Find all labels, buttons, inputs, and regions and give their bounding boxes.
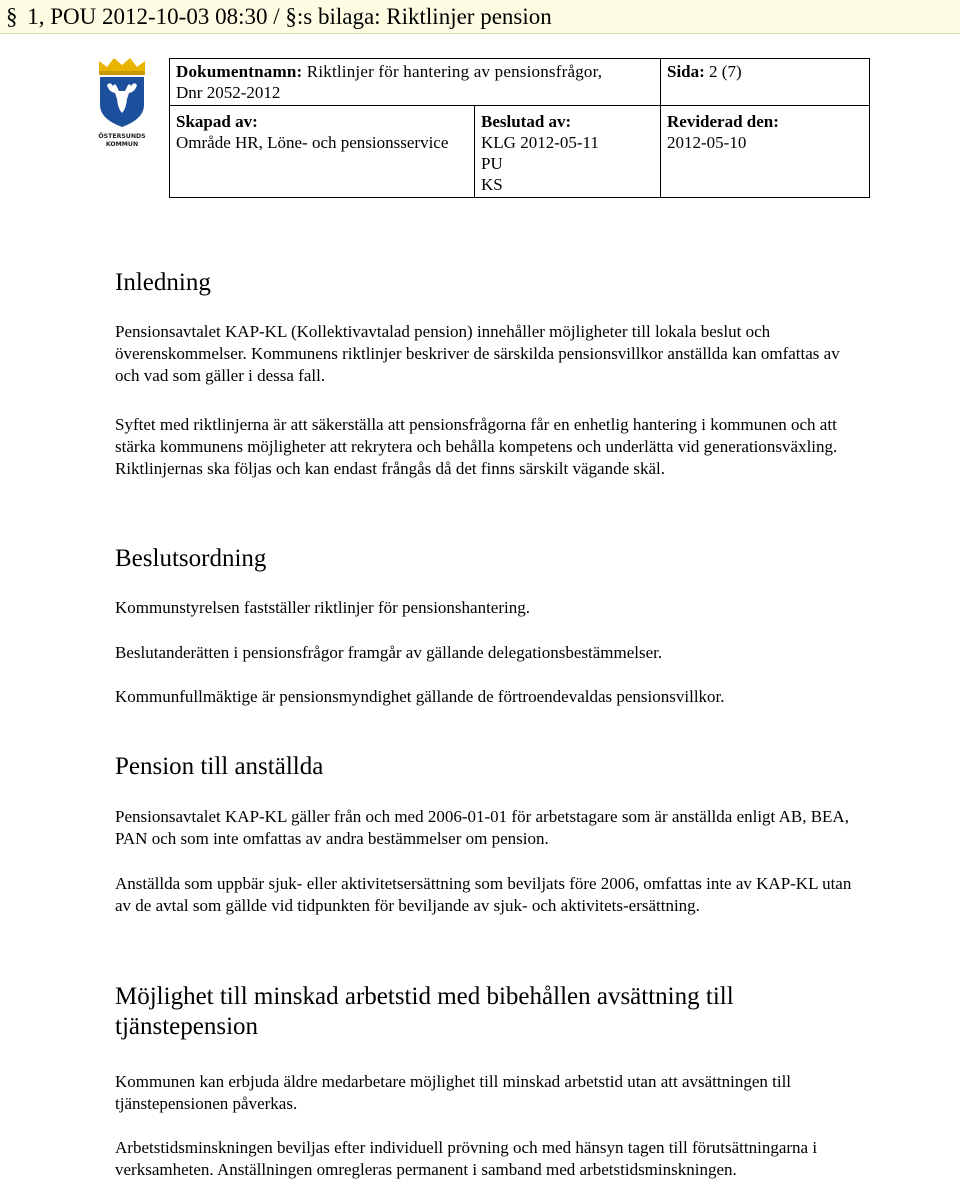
minskad-arbetstid-paragraph-2: Arbetstidsminskningen beviljas efter individuell prövning och med hänsyn tagen till förutsättningarna i verksamheten. Anställningen omregleras permanent i samband med arbetstidsminskningen. <box>115 1138 818 1179</box>
decided-by-value-1: KLG 2012-05-11 <box>481 133 599 152</box>
inledning-paragraph-2: Syftet med riktlinjerna är att säkerställa att pensionsfrågorna får en enhetlig hantering i kommunen och att stärka kommunens möjligheter att rekrytera och behålla kompetens och underlätta vid generationsväxling. Riktlinjernas ska följas och kan endast frångås då det finns särskilt vägande skäl. <box>115 415 838 478</box>
heading-minskad-arbetstid: Möjlighet till minskad arbetstid med bibehållen avsättning till tjänstepension <box>115 983 734 1040</box>
heading-beslutsordning: Beslutsordning <box>115 545 267 572</box>
created-by-value: Område HR, Löne- och pensionsservice <box>176 133 449 152</box>
beslutsordning-paragraph-1: Kommunstyrelsen fastställer riktlinjer för pensionshantering. <box>115 598 530 617</box>
decided-by-cell <box>475 106 661 198</box>
document-name-value: Riktlinjer för hantering av pensionsfrågor, <box>302 62 603 81</box>
document-name-cell <box>170 59 661 106</box>
page-value: 2 (7) <box>704 62 742 81</box>
document-number: Dnr 2052-2012 <box>176 83 281 102</box>
page-label: Sida: <box>667 62 705 81</box>
beslutsordning-paragraph-3: Kommunfullmäktige är pensionsmyndighet gällande de förtroendevaldas pensionsvillkor. <box>115 687 725 706</box>
ostersund-coat-of-arms-logo <box>93 57 151 149</box>
page-cell <box>661 59 870 106</box>
heading-pension-anstallda: Pension till anställda <box>115 753 324 780</box>
revised-cell <box>661 106 870 198</box>
revised-value: 2012-05-10 <box>667 133 747 152</box>
agenda-title: 1, POU 2012-10-03 08:30 / §:s bilaga: Riktlinjer pension <box>27 4 552 29</box>
created-by-cell <box>170 106 475 198</box>
section-symbol-icon: § <box>6 4 18 29</box>
minskad-arbetstid-paragraph-1: Kommunen kan erbjuda äldre medarbetare möjlighet till minskad arbetstid utan att avsättningen till tjänstepensionen påverkas. <box>115 1072 792 1113</box>
document-name-label: Dokumentnamn: <box>176 62 303 81</box>
decided-by-label: Beslutad av: <box>481 112 572 131</box>
pension-anstallda-paragraph-2: Anställda som uppbär sjuk- eller aktivitetsersättning som beviljats före 2006, omfattas inte av KAP-KL utan av de avtal som gällde vid tidpunkten för beviljande av sjuk- och aktivitets-ersättning. <box>115 874 852 915</box>
beslutsordning-paragraph-2: Beslutanderätten i pensionsfrågor framgår av gällande delegationsbestämmelser. <box>115 643 663 662</box>
document-header-table <box>169 58 870 198</box>
logo-text-line1: ÖSTERSUNDS <box>98 133 146 140</box>
created-by-label: Skapad av: <box>176 112 258 131</box>
inledning-paragraph-1: Pensionsavtalet KAP-KL (Kollektivavtalad pension) innehåller möjligheter till lokala beslut och överenskommelser. Kommunens riktlinjer beskriver de särskilda pensionsvillkor anställda kan omfattas av och vad som gäller i dessa fall. <box>115 322 840 385</box>
logo-text-line2: KOMMUN <box>105 141 139 148</box>
decided-by-value-2: PU <box>481 154 503 173</box>
heading-inledning: Inledning <box>115 269 211 296</box>
revised-label: Reviderad den: <box>667 112 779 131</box>
decided-by-value-3: KS <box>481 175 503 194</box>
agenda-title-bar <box>0 0 960 34</box>
pension-anstallda-paragraph-1: Pensionsavtalet KAP-KL gäller från och med 2006-01-01 för arbetstagare som är anställda enligt AB, BEA, PAN och som inte omfattas av andra bestämmelser om pension. <box>115 807 849 848</box>
